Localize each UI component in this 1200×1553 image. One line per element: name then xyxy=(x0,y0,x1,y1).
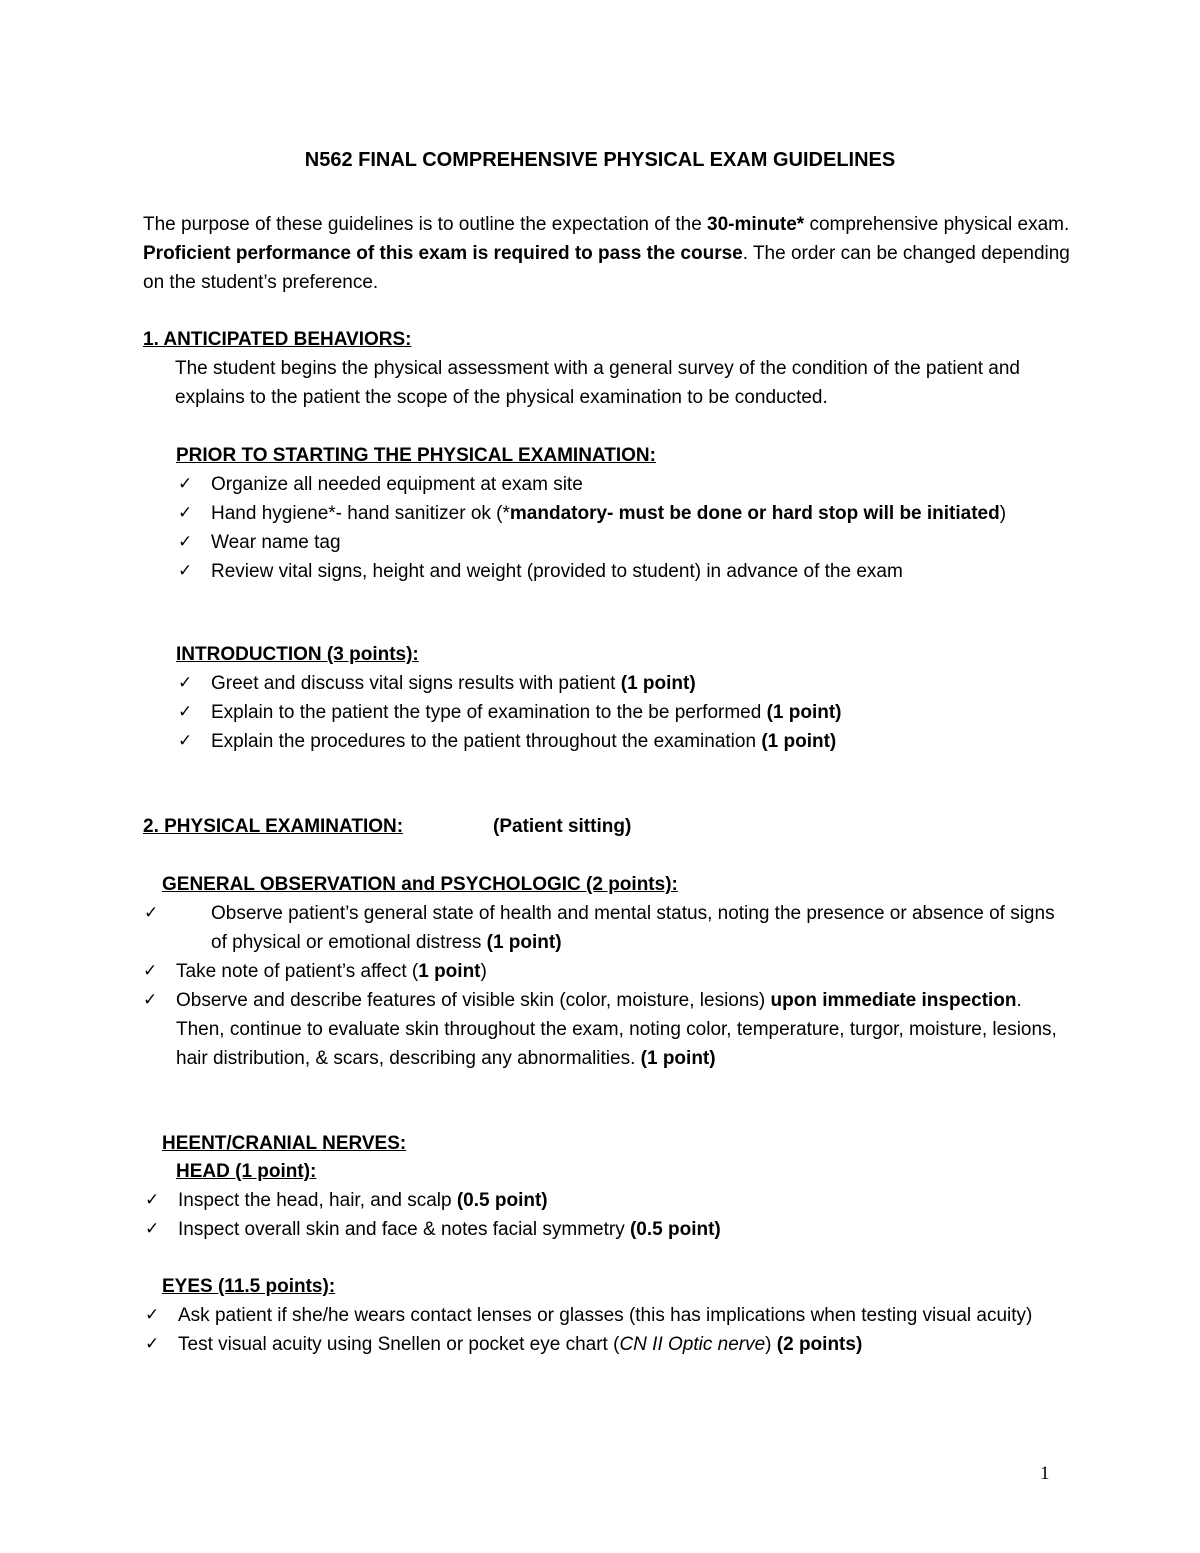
eyes-section xyxy=(162,1272,1062,1301)
patient-position: (Patient sitting) xyxy=(493,816,632,837)
head-list xyxy=(143,1186,1063,1244)
list-item xyxy=(144,899,1063,957)
subsection-heading: HEAD (1 point): xyxy=(176,1161,317,1182)
checkmark-icon: ✓ xyxy=(178,702,193,722)
section-physical-examination xyxy=(143,812,1073,841)
item-points: (1 point) xyxy=(766,702,842,723)
item-points: (1 point) xyxy=(640,1048,716,1069)
item-text: Review vital signs, height and weight (provided to student) in advance of the exam xyxy=(211,561,903,582)
checkmark-icon: ✓ xyxy=(144,903,159,923)
list-item xyxy=(143,1215,1063,1244)
subsection-heading: EYES (11.5 points): xyxy=(162,1276,336,1297)
item-text: Inspect overall skin and face & notes facial symmetry xyxy=(178,1219,630,1240)
checklist xyxy=(143,1301,1063,1359)
intro-text: comprehensive physical exam. xyxy=(804,214,1070,235)
item-text: Organize all needed equipment at exam site xyxy=(211,474,583,495)
subsection-heading: GENERAL OBSERVATION and PSYCHOLOGIC (2 points): xyxy=(162,874,678,895)
checkmark-icon: ✓ xyxy=(145,1219,160,1239)
item-points: 1 point xyxy=(418,961,481,982)
checkmark-icon: ✓ xyxy=(143,990,158,1010)
list-item xyxy=(141,957,1063,986)
page-number: 1 xyxy=(1040,1463,1050,1484)
item-points: (0.5 point) xyxy=(629,1219,721,1240)
list-item xyxy=(176,557,1056,586)
checklist xyxy=(176,669,1056,756)
item-text: Test visual acuity using Snellen or pocket eye chart ( xyxy=(178,1334,620,1355)
intro-text: The purpose of these guidelines is to outline the expectation of the xyxy=(143,214,708,235)
item-points: (1 point) xyxy=(620,673,696,694)
item-text: Inspect the head, hair, and scalp xyxy=(178,1190,457,1211)
general-observation xyxy=(162,870,1062,899)
item-points: (1 point) xyxy=(761,731,837,752)
list-item xyxy=(176,528,1056,557)
item-text: ) xyxy=(480,961,487,982)
list-item xyxy=(176,669,1056,698)
subsection-heading: INTRODUCTION (3 points): xyxy=(176,644,419,665)
subsection-heading: PRIOR TO STARTING THE PHYSICAL EXAMINATION: xyxy=(176,445,656,466)
checkmark-icon: ✓ xyxy=(178,673,193,693)
head-section xyxy=(176,1157,1056,1186)
intro-requirement: Proficient performance of this exam is required to pass the course xyxy=(143,243,743,264)
checklist xyxy=(176,470,1056,586)
list-item xyxy=(176,470,1056,499)
item-text: Greet and discuss vital signs results with patient xyxy=(211,673,621,694)
list-item xyxy=(176,727,1056,756)
item-text: Hand hygiene*- hand sanitizer ok (* xyxy=(211,503,510,524)
eyes-list xyxy=(143,1301,1063,1359)
item-italic: CN II Optic nerve xyxy=(619,1334,766,1355)
heent-section xyxy=(162,1129,1062,1158)
checkmark-icon: ✓ xyxy=(145,1334,160,1354)
document-title: N562 FINAL COMPREHENSIVE PHYSICAL EXAM GUIDELINES xyxy=(304,149,896,171)
item-emphasis: mandatory- must be done or hard stop will be initiated xyxy=(509,503,1000,524)
item-text: ) xyxy=(999,503,1007,524)
checkmark-icon: ✓ xyxy=(178,561,193,581)
item-text: Observe and describe features of visible skin (color, moisture, lesions) xyxy=(176,990,771,1011)
checkmark-icon: ✓ xyxy=(178,532,193,552)
item-text: Explain the procedures to the patient throughout the examination xyxy=(211,731,762,752)
general-observation-list-2 xyxy=(143,957,1063,1073)
list-item xyxy=(143,1330,1063,1359)
item-text: Ask patient if she/he wears contact lenses or glasses (this has implications when testing visual acuity) xyxy=(178,1305,1033,1326)
checklist xyxy=(143,899,1063,957)
item-points: (0.5 point) xyxy=(456,1190,548,1211)
general-observation-list xyxy=(143,899,1063,957)
intro-paragraph xyxy=(143,210,1073,297)
item-text: Explain to the patient the type of examination to the be performed xyxy=(211,702,767,723)
item-text: ) xyxy=(765,1334,777,1355)
item-text: . Then, continue to evaluate skin throughout the exam, noting color, temperature, turgor, moisture, lesions, hair distribution, & scars, describing any abnormalities. xyxy=(176,990,1057,1069)
item-points: (1 point) xyxy=(486,932,562,953)
list-item xyxy=(176,698,1056,727)
item-emphasis: upon immediate inspection xyxy=(770,990,1017,1011)
prior-to-exam xyxy=(176,441,1056,586)
section-heading: 1. ANTICIPATED BEHAVIORS: xyxy=(143,329,412,350)
list-item xyxy=(143,1301,1063,1330)
item-text: Take note of patient’s affect ( xyxy=(176,961,419,982)
checkmark-icon: ✓ xyxy=(145,1305,160,1325)
checklist xyxy=(143,1186,1063,1244)
item-points: (2 points) xyxy=(776,1334,863,1355)
checkmark-icon: ✓ xyxy=(143,961,158,981)
checklist xyxy=(143,957,1063,1073)
checkmark-icon: ✓ xyxy=(178,474,193,494)
section-heading: 2. PHYSICAL EXAMINATION: xyxy=(143,816,404,837)
intro-duration: 30-minute* xyxy=(707,214,805,235)
subsection-heading: HEENT/CRANIAL NERVES: xyxy=(162,1133,407,1154)
list-item xyxy=(143,1186,1063,1215)
section-anticipated-behaviors xyxy=(143,325,1073,412)
list-item xyxy=(176,499,1056,528)
item-text: Observe patient’s general state of health and mental status, noting the presence or absence of signs of physical or emotional distress xyxy=(211,903,1055,953)
introduction-section xyxy=(176,640,1056,756)
item-text: Wear name tag xyxy=(211,532,341,553)
intro-text: . The order can be changed depending on the student’s preference. xyxy=(143,243,1070,293)
checkmark-icon: ✓ xyxy=(178,731,193,751)
checkmark-icon: ✓ xyxy=(145,1190,160,1210)
checkmark-icon: ✓ xyxy=(178,503,193,523)
list-item xyxy=(141,986,1063,1073)
section-text: The student begins the physical assessment with a general survey of the condition of the patient and explains to the patient the scope of the physical examination to be conducted. xyxy=(175,358,1020,408)
